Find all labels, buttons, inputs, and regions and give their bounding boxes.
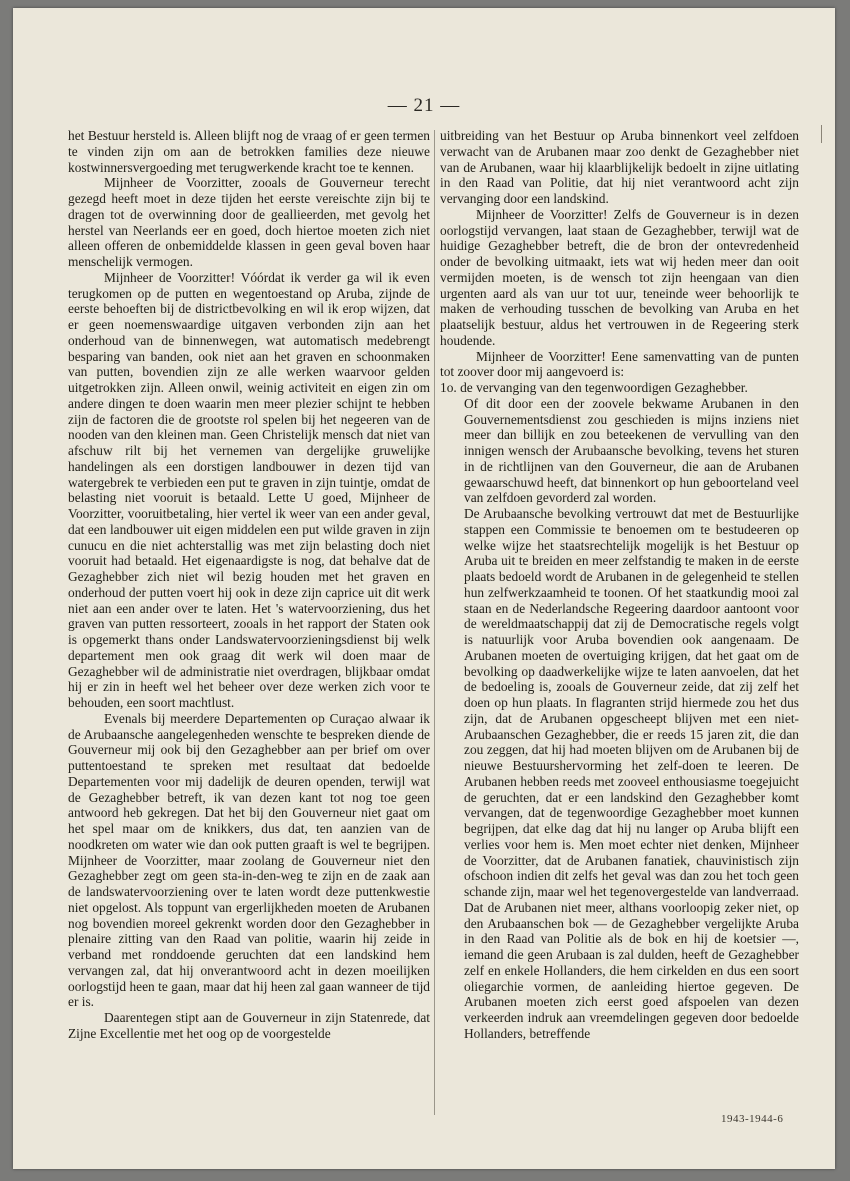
paragraph: Mijnheer de Voorzitter! Vóórdat ik verder ga wil ik even terugkomen op de putten en wegentoestand op Aruba, zijnde de eerste behoeften bij de districtbevolking en wil ik erop wijzen, dat er geen noemenswaardige uitgaven verbonden zijn aan het onderhoud van de binnenwegen, wat automatisch medebrengt besparing van banden, ook niet aan het graven en schoonmaken van putten, bovendien zijn ze alle werken waarvoor gelden uitgetrokken zijn. Alleen onwil, weinig activiteit en eigen zin om andere dingen te doen waarin men meer plezier schijnt te hebben zijn de factoren die de grootste rol spelen bij het negeeren van de nooden van den kleinen man. Geen Christelijk mensch dat niet van afschuw rilt bij het vernemen van dergelijke gruwelijke handelingen als een dorstigen landbouwer in dezen tijd van watergebrek te verbieden een put te graven in zijn tuintje, omdat de belasting niet vooruit is betaald. Lette U goed, Mijnheer de Voorzitter, vooruitbetaling, hier vertel ik weer van een ander geval, dat een landbouwer uit eigen middelen een put wilde graven in zijn cunucu en die niet achterstallig was met zijn belasting doch niet vooruit had betaald. Het eigenaardigste is nog, dat behalve dat de Gezaghebber zich niet wil bezig houden met het graven en onderhoud der putten voert hij ook in deze zijn caprice uit dit werk niet aan een ander over te laten. Het 's watervoorziening, dus het graven van putten ressorteert, zooals in het rapport der Staten ook is opgemerkt thans onder Landswatervoorzieningsdienst bij welk departement men ook graag dit werk wil doen maar de Gezaghebber wil de administratie niet overdragen, blijkbaar omdat hij er zin in heeft wel het beheer over deze werken zich voor te behouden, een soort machtlust. bbox=[68, 269, 430, 710]
paragraph: De Arubaansche bevolking vertrouwt dat met de Bestuurlijke stappen een Commissie te benoemen om te bestudeeren op welke wijze het staatsrechtelijk mogelijk is het Bestuur op Aruba uit te breiden en meer zelfstandig te maken in de eerste plaats bedoeld wordt de Arubanen in de gelegenheid te stellen hun zelfwerkzaamheid te toonen. Of het staatkundig mooi zal staan en de Nederlandsche Regeering daardoor aantoont voor de wereldmaatschappij dat zij de Democratische regels volgt is natuurlijk voor Aruba bovendien ook aangenaam. De Arubanen moeten de overtuiging krijgen, dat het gaat om de bevolking op daadwerkelijke wijze te laten aanvoelen, dat het de bedoeling is, zooals de Gouverneur zeide, dat zij zelf het doen op hun plaats. In flagranten strijd hiermede zou het dus zijn, dat de Arubanen opgescheept blijven met een niet-Arubaanschen Gezaghebber, die er reeds 15 jaren zit, die dan zou zeggen, dat hij had moeten blijven om de Arubanen bij de nieuwe Bestuurshervorming het zelf-doen te leeren. De Arubanen hebben reeds met zooveel enthousiasme toegejuicht de geruchten, dat er een landskind den Gezaghebber komt vervangen, dat de tegenwoordige Gezaghebber moet kunnen begrijpen, dat elke dag dat hij nu langer op Aruba blijft een verlies voor hem is. Men moet echter niet denken, Mijnheer de Voorzitter, dat de Arubanen fanatiek, chauvinistisch zijn ofschoon indien dit zelfs het geval was dan zou het toch geen schande zijn, maar wel het tegenovergestelde van landverraad. Dat de Arubanen niet meer, althans voorloopig zeker niet, op den Arubaanschen bok — de Gezaghebber vergelijkte Aruba in den Raad van Politie als de bok en hij de koetsier —, iemand die geen Arubaan is zal dulden, heeft de Gezaghebber zelf en enkele Hollanders, die hem cirkelden en dus een soort oliegarchie vormen, de aanleiding hiertoe gegeven. De Arubanen moeten zich eerst goed afspoelen van dezen verkeerden indruk aan vreemdelingen gegeven door bedoelde Hollanders, betreffende bbox=[464, 506, 799, 1041]
paragraph: Daarentegen stipt aan de Gouverneur in zijn Statenrede, dat Zijne Excellentie met het oog op de voorgestelde bbox=[68, 1010, 430, 1041]
paragraph: uitbreiding van het Bestuur op Aruba binnenkort veel zelfdoen verwacht van de Arubanen maar zoo denkt de Gezaghebber niet van de Arubanen, waar hij klaarblijkelijk bedoelt in zijne uitlating in den Raad van Politie, dat hij niet verantwoord acht zijn vervanging door een landskind. bbox=[440, 128, 799, 206]
paragraph: Mijnheer de Voorzitter, zooals de Gouverneur terecht gezegd heeft moet in deze tijden het eerste vereischte zijn bij te dragen tot de overwinning door de geallieerden, met gevolg het herstel van Neerlands eer en goed, doch hiertoe moeten zich niet alleen offeren de onbemiddelde klassen in geen geval boven haar menschelijk vermogen. bbox=[68, 175, 430, 269]
paragraph: Mijnheer de Voorzitter! Eene samenvatting van de punten tot zoover door mij aangevoerd is: bbox=[440, 348, 799, 380]
paragraph: Mijnheer de Voorzitter! Zelfs de Gouverneur is in dezen oorlogstijd vervangen, laat staan de Gezaghebber, terwijl wat de huidige Gezaghebber betreft, die de bron der ontevredenheid onder de bevolking uitmaakt, iets wat wij heden meer dan ooit vermijden moeten, is de wensch tot zijn heengaan van dien urgenten aard als van uur tot uur, teneinde weer behoorlijk te maken de verhouding tusschen de bevolking van Aruba en het plaatselijk bestuur, aldus het vertrouwen in de Regeering sterk houdende. bbox=[440, 206, 799, 348]
paragraph: het Bestuur hersteld is. Alleen blijft nog de vraag of er geen termen te vinden zijn om aan de betrokken families deze nieuwe kostwinnersvergoeding met terugwerkende kracht toe te kennen. bbox=[68, 128, 430, 175]
paragraph: Evenals bij meerdere Departementen op Curaçao alwaar ik de Arubaansche aangelegenheden wenschte te bespreken diende de Gouverneur mij ook bij den Gezaghebber aan per brief om over puttentoestand te spreken met resultaat dat bedoelde Departementen voor mij dadelijk de deuren openden, terwijl wat de Gezaghebber betreft, ik van dezen kant tot nog toe geen antwoord heb gekregen. Dat het bij den Gouverneur niet gaat om het spel maar om de knikkers, dus dat, ten aanzien van de noodkreten om water wie dan ook putten graaft is wel te begrijpen. Mijnheer de Voorzitter, maar zoolang de Gouverneur niet den Gezaghebber zegt om geen sta-in-den-weg te zijn en de zaak aan de landswatervoorziening over te laten wordt deze puttenkwestie niet opgelost. Als toppunt van ergerlijkheden moeten de Arubanen nog bovendien moreel gekrenkt worden door den Gezaghebber in plenaire zitting van den Raad van politie, waarin hij zeide in verband met ronddoende geruchten dat een landskind hem vervangen zal, dat hij onverantwoord acht in dezen moeilijken oorlogstijd heen te gaan, maar dat hij heen zal gaan wanneer de tijd er is. bbox=[68, 710, 430, 1010]
right-column bbox=[440, 128, 799, 1042]
left-column bbox=[68, 128, 430, 1042]
paragraph: Of dit door een der zoovele bekwame Arubanen in den Gouvernementsdienst zou geschieden is mijns inziens niet meer dan billijk en zou beteekenen de vervulling van den innigen wensch der Arubaansche bevolking, tevens het sturen in de richtlijnen van den Gouverneur, die aan de Arubanen gewaarschuwd heeft, dat binnenkort op hun geboorteland veel van zelfdoen gevorderd zal worden. bbox=[464, 395, 799, 506]
list-item: 1o. de vervanging van den tegenwoordigen Gezaghebber. bbox=[440, 380, 748, 395]
margin-mark bbox=[821, 125, 822, 143]
column-divider bbox=[434, 130, 435, 1115]
page-number: — 21 — bbox=[387, 95, 461, 116]
catalog-number: 1943-1944-6 bbox=[721, 1113, 784, 1125]
document-page bbox=[13, 8, 835, 1169]
